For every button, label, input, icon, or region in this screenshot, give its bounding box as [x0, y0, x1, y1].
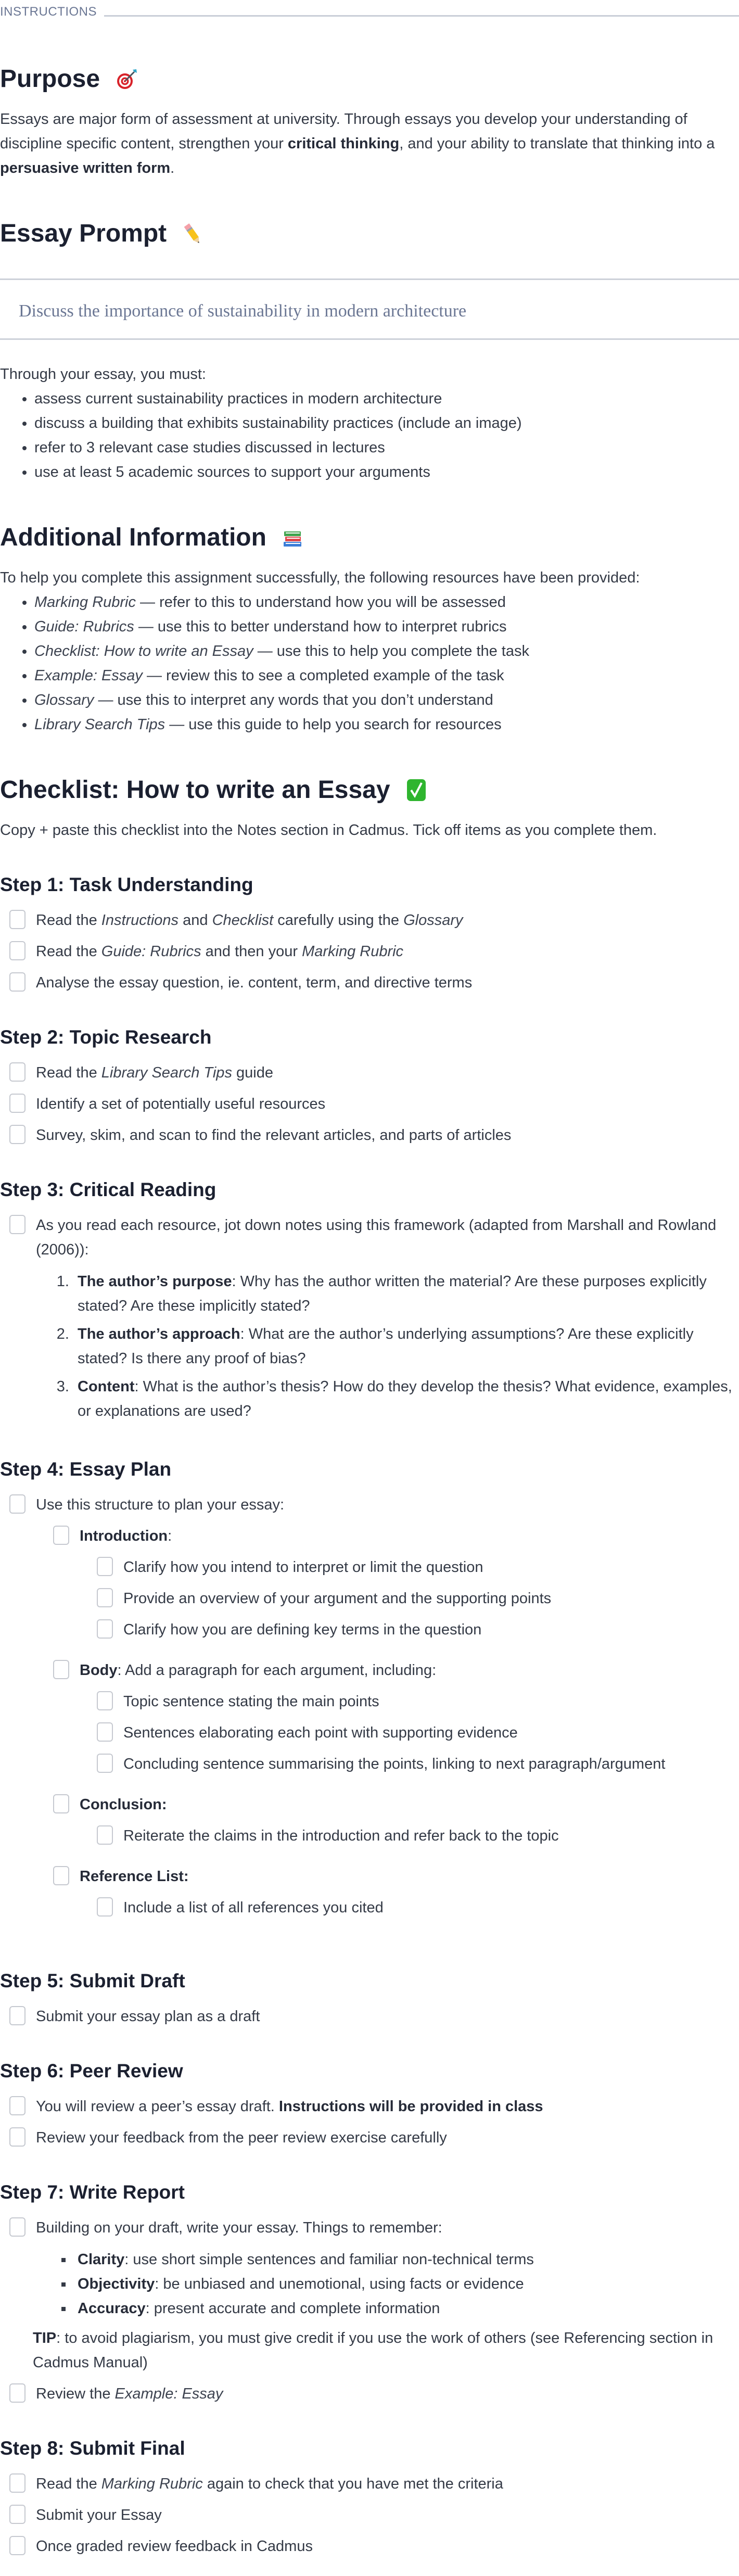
checklist-item-text	[123, 1824, 739, 1848]
section-heading	[0, 218, 739, 249]
checklist-item	[87, 1824, 739, 1848]
bullet-list-item	[34, 615, 739, 639]
text-segment: Through your essay, you must:	[0, 366, 206, 383]
checklist-item-content	[123, 1752, 739, 1776]
section-header	[0, 0, 739, 26]
text-segment: :	[168, 1528, 172, 1544]
bullet-list	[0, 590, 739, 737]
checklist-item	[0, 2004, 739, 2029]
essay-prompt-quote: Discuss the importance of sustainability in modern architecture	[0, 278, 739, 340]
text-segment: — use this to better understand how to interpret rubrics	[134, 618, 507, 635]
bold-text: Introduction	[80, 1528, 168, 1544]
italic-text: Marking Rubric	[34, 594, 136, 611]
nested-checklist	[26, 1524, 739, 1930]
section-heading-text: Purpose	[0, 65, 100, 93]
bullet-list-item	[34, 639, 739, 664]
text-segment: Include a list of all references you cited	[123, 1899, 384, 1916]
text-segment: Sentences elaborating each point with supporting evidence	[123, 1724, 518, 1741]
books-icon	[282, 527, 303, 548]
checklist-item-content	[36, 908, 739, 933]
italic-text: Checklist	[212, 912, 274, 929]
paragraph	[0, 818, 739, 843]
checklist-item-text	[80, 1658, 739, 1683]
checklist-item-content	[123, 1587, 739, 1611]
text-segment: Read the	[36, 2476, 101, 2492]
checkbox[interactable]	[97, 1619, 113, 1639]
paragraph	[0, 566, 739, 590]
bullet-list-item	[34, 688, 739, 713]
checkbox[interactable]	[97, 1557, 113, 1576]
text-segment: : What are the author’s underlying assumptions? Are these explicitly stated? Is there any proof of bias?	[78, 1326, 694, 1367]
checklist-item-text	[36, 1092, 739, 1116]
bold-text: Clarity	[78, 2251, 125, 2268]
text-segment: again to check that you have met the criteria	[202, 2476, 503, 2492]
header-divider	[104, 15, 739, 17]
text-segment: : Add a paragraph for each argument, including:	[117, 1662, 437, 1679]
checklist-item-text	[36, 940, 739, 964]
text-segment: Clarify how you are defining key terms in the question	[123, 1621, 482, 1638]
bullet-list-item	[34, 460, 739, 485]
checkbox[interactable]	[9, 1062, 26, 1082]
text-segment: .	[170, 160, 175, 176]
checkbox[interactable]	[53, 1526, 69, 1545]
checklist-item-text	[36, 908, 739, 933]
checkbox[interactable]	[9, 972, 26, 992]
checklist-item-content	[33, 2216, 739, 2375]
checklist-item-content	[80, 1524, 739, 1652]
text-segment: use at least 5 academic sources to support your arguments	[34, 464, 430, 480]
text-segment: discuss a building that exhibits sustainability practices (include an image)	[34, 415, 522, 432]
checklist-item-content	[123, 1896, 739, 1920]
bullet-list-item	[73, 2272, 739, 2296]
text-segment: — refer to this to understand how you will be assessed	[136, 594, 506, 611]
checklist	[0, 2216, 739, 2406]
text-segment: — use this guide to help you search for resources	[165, 716, 502, 733]
checklist-item-content	[36, 2472, 739, 2496]
checkbox[interactable]	[97, 1588, 113, 1607]
bold-text: Reference List:	[80, 1868, 189, 1885]
checklist-item-text	[36, 2095, 739, 2119]
checklist-item	[0, 1213, 739, 1427]
section-heading-text: Checklist: How to write an Essay	[0, 776, 390, 804]
direct-hit-icon	[116, 68, 138, 91]
tip-note	[33, 2326, 739, 2375]
section-label: INSTRUCTIONS	[0, 5, 97, 19]
italic-text: Guide: Rubrics	[101, 943, 201, 960]
bullet-list-item	[34, 664, 739, 688]
text-segment: Clarify how you intend to interpret or limit the question	[123, 1559, 483, 1576]
checkbox[interactable]	[9, 2505, 26, 2524]
checklist-item	[87, 1752, 739, 1776]
checkbox[interactable]	[9, 1494, 26, 1514]
italic-text: Checklist: How to write an Essay	[34, 643, 253, 659]
checkbox[interactable]	[53, 1660, 69, 1679]
checkbox[interactable]	[9, 941, 26, 960]
checklist-item-content	[123, 1555, 739, 1580]
bullet-list-item	[73, 2248, 739, 2272]
text-segment: and	[179, 912, 212, 929]
text-segment: Topic sentence stating the main points	[123, 1693, 379, 1710]
text-segment: : Why has the author written the material? Are these purposes explicitly stated? Are these implicitly stated?	[78, 1273, 707, 1314]
checkbox[interactable]	[9, 2217, 26, 2237]
checklist	[0, 2472, 739, 2559]
check-mark-button-icon	[406, 778, 427, 802]
checklist-item-text	[36, 1061, 739, 1085]
checklist-item-content	[123, 1690, 739, 1714]
step-heading: Step 2: Topic Research	[0, 1026, 212, 1048]
checkbox[interactable]	[97, 1825, 113, 1845]
text-segment: : be unbiased and unemotional, using facts or evidence	[155, 2276, 524, 2292]
checklist-item	[87, 1690, 739, 1714]
checkbox[interactable]	[53, 1866, 69, 1885]
checklist-item-content	[36, 1061, 739, 1085]
numbered-list-item	[73, 1322, 739, 1371]
text-segment: guide	[232, 1064, 273, 1081]
text-segment: Concluding sentence summarising the points, linking to next paragraph/argument	[123, 1756, 666, 1772]
bold-text: Instructions will be provided in class	[278, 2098, 543, 2115]
step-heading: Step 3: Critical Reading	[0, 1179, 216, 1200]
checklist-item-text	[36, 1123, 739, 1148]
checklist-item-text	[36, 2004, 739, 2029]
text-segment: , and your ability to translate that thinking into a	[399, 135, 715, 152]
checklist-item	[87, 1896, 739, 1920]
checklist-item	[0, 2382, 739, 2406]
text-segment: : present accurate and complete information	[145, 2300, 440, 2317]
bullet-list-item	[34, 713, 739, 737]
checklist-item-content	[36, 1493, 739, 1939]
checklist-item	[0, 1061, 739, 1085]
checkbox[interactable]	[97, 1722, 113, 1742]
step-heading: Step 1: Task Understanding	[0, 874, 253, 895]
italic-text: Example: Essay	[34, 667, 143, 684]
checklist-item-text	[123, 1587, 739, 1611]
checklist-item	[0, 1493, 739, 1939]
checklist-item-text	[123, 1721, 739, 1745]
nested-checklist	[69, 1896, 739, 1920]
paragraph	[0, 362, 739, 387]
checklist-item	[44, 1864, 739, 1930]
checklist-item	[0, 1092, 739, 1116]
nested-checklist	[69, 1824, 739, 1848]
text-segment: Reiterate the claims in the introduction and refer back to the topic	[123, 1828, 559, 1844]
checklist-item-text	[123, 1752, 739, 1776]
checkbox[interactable]	[97, 1897, 113, 1917]
text-segment: refer to 3 relevant case studies discussed in lectures	[34, 439, 385, 456]
text-segment: Read the	[36, 912, 101, 929]
italic-text: Library Search Tips	[101, 1064, 232, 1081]
checklist	[0, 908, 739, 995]
checkbox[interactable]	[9, 2096, 26, 2115]
section-heading-text: Essay Prompt	[0, 220, 167, 247]
bold-text: Body	[80, 1662, 118, 1679]
checklist-item-text	[36, 2126, 739, 2150]
bullet-list-item	[34, 436, 739, 460]
checklist-item	[87, 1721, 739, 1745]
checklist-item-text	[123, 1896, 739, 1920]
checklist	[0, 1061, 739, 1148]
checklist-item-text	[36, 2382, 739, 2406]
checklist-item	[0, 2095, 739, 2119]
checklist-item-content	[36, 2004, 739, 2029]
checkbox[interactable]	[9, 1125, 26, 1144]
checklist-item-content	[123, 1618, 739, 1642]
text-segment: Review the	[36, 2385, 115, 2402]
checklist-item-content	[36, 2095, 739, 2119]
section-heading-text: Additional Information	[0, 524, 266, 551]
checklist	[0, 2004, 739, 2029]
bold-text: The author’s purpose	[78, 1273, 232, 1290]
checklist	[0, 1493, 739, 1939]
checklist-item	[0, 940, 739, 964]
italic-text: Glossary	[403, 912, 463, 929]
bold-text: Objectivity	[78, 2276, 155, 2292]
checklist-item-content	[36, 971, 739, 995]
checklist-item-text	[123, 1618, 739, 1642]
text-segment: : use short simple sentences and familiar non-technical terms	[124, 2251, 534, 2268]
bullet-list-item	[73, 2296, 739, 2321]
checkbox[interactable]	[9, 910, 26, 929]
text-segment: — use this to interpret any words that you don’t understand	[94, 692, 493, 708]
italic-text: Example: Essay	[114, 2385, 223, 2402]
checklist-item-text	[36, 2534, 739, 2559]
checklist-item-content	[36, 940, 739, 964]
checklist-item-content	[80, 1793, 739, 1858]
text-segment: Read the	[36, 1064, 101, 1081]
bullet-list	[36, 2248, 739, 2321]
numbered-list-item	[73, 1375, 739, 1424]
checklist-item	[0, 971, 739, 995]
checkbox[interactable]	[9, 2006, 26, 2025]
checklist-item-text	[123, 1690, 739, 1714]
checklist-item	[44, 1524, 739, 1652]
bold-text: Conclusion:	[80, 1796, 167, 1813]
checklist-item-content	[36, 2382, 739, 2406]
text-segment: — use this to help you complete the task	[253, 643, 529, 659]
pencil-icon	[182, 222, 203, 245]
bold-text: Content	[78, 1378, 135, 1395]
text-segment: Review your feedback from the peer review exercise carefully	[36, 2129, 447, 2146]
checklist-item-content	[80, 1864, 739, 1930]
checklist-item-text	[36, 2503, 739, 2528]
section-heading	[0, 64, 739, 95]
italic-text: Guide: Rubrics	[34, 618, 134, 635]
checkbox[interactable]	[9, 2473, 26, 2493]
text-segment: Identify a set of potentially useful resources	[36, 1096, 326, 1112]
checkbox[interactable]	[9, 2127, 26, 2147]
text-segment: : to avoid plagiarism, you must give credit if you use the work of others (see Referencing section in Cadmus Manual)	[33, 2330, 713, 2371]
text-segment: carefully using the	[273, 912, 404, 929]
text-segment: To help you complete this assignment successfully, the following resources have been provided:	[0, 569, 640, 586]
bullet-list-item	[34, 590, 739, 615]
text-segment: As you read each resource, jot down notes using this framework (adapted from Marshall and Rowland (2006)):	[36, 1217, 717, 1258]
checklist-item	[0, 2216, 739, 2375]
checklist-item	[44, 1793, 739, 1858]
checkbox[interactable]	[97, 1691, 113, 1710]
checklist-item-content	[36, 2503, 739, 2528]
italic-text: Instructions	[101, 912, 179, 929]
checklist-item-content	[36, 2534, 739, 2559]
text-segment: — review this to see a completed example of the task	[142, 667, 504, 684]
checklist-item-text	[36, 2472, 739, 2496]
text-segment: Provide an overview of your argument and the supporting points	[123, 1590, 552, 1607]
checklist-item-text	[80, 1524, 739, 1549]
checklist-item-text	[123, 1555, 739, 1580]
bold-text: critical thinking	[287, 135, 400, 152]
checklist-item	[87, 1618, 739, 1642]
checklist-item-text	[36, 1213, 739, 1262]
text-segment: : What is the author’s thesis? How do they develop the thesis? What evidence, examples, or explanations are used?	[78, 1378, 732, 1419]
text-segment: You will review a peer’s essay draft.	[36, 2098, 279, 2115]
italic-text: Glossary	[34, 692, 94, 708]
text-segment: Submit your essay plan as a draft	[36, 2008, 260, 2025]
checklist-item-text	[80, 1793, 739, 1817]
bold-text: Accuracy	[78, 2300, 146, 2317]
checkbox[interactable]	[97, 1754, 113, 1773]
checklist-item-content	[36, 1213, 739, 1427]
checkbox[interactable]	[9, 2536, 26, 2555]
step-heading: Step 6: Peer Review	[0, 2060, 183, 2082]
checklist	[0, 2095, 739, 2150]
checklist-item-content	[36, 2126, 739, 2150]
section-heading	[0, 522, 739, 553]
text-segment: assess current sustainability practices in modern architecture	[34, 390, 442, 407]
checklist	[0, 1213, 739, 1427]
text-segment: Use this structure to plan your essay:	[36, 1496, 285, 1513]
text-segment: Read the	[36, 943, 101, 960]
bullet-list-item	[34, 387, 739, 411]
step-heading: Step 5: Submit Draft	[0, 1970, 185, 1991]
checklist-item-content	[36, 1092, 739, 1116]
checklist-item-text	[36, 2216, 739, 2240]
checklist-item-text	[80, 1864, 739, 1889]
checklist-item-text	[36, 971, 739, 995]
checkbox[interactable]	[9, 1094, 26, 1113]
checklist-item	[0, 2126, 739, 2150]
text-segment: Survey, skim, and scan to find the relevant articles, and parts of articles	[36, 1127, 512, 1144]
paragraph	[0, 107, 739, 181]
italic-text: Marking Rubric	[302, 943, 404, 960]
text-segment: Analyse the essay question, ie. content, term, and directive terms	[36, 974, 473, 991]
checkbox[interactable]	[53, 1794, 69, 1813]
text-segment: Building on your draft, write your essay. Things to remember:	[36, 2219, 442, 2236]
checklist-item	[0, 1123, 739, 1148]
bullet-list	[0, 387, 739, 485]
checklist-item	[44, 1658, 739, 1786]
numbered-list-item	[73, 1270, 739, 1318]
checkbox[interactable]	[9, 2383, 26, 2403]
checklist-item-content	[36, 1123, 739, 1148]
checklist-item-text	[36, 1493, 739, 1517]
checklist-item-content	[80, 1658, 739, 1786]
section-heading	[0, 775, 739, 806]
bold-text: persuasive written form	[0, 160, 171, 176]
checklist-item	[0, 2503, 739, 2528]
numbered-list	[36, 1270, 739, 1424]
instructions-content	[0, 64, 739, 2559]
checklist-item	[0, 2534, 739, 2559]
nested-checklist	[69, 1690, 739, 1776]
checklist-item	[87, 1587, 739, 1611]
step-heading: Step 4: Essay Plan	[0, 1458, 172, 1480]
italic-text: Library Search Tips	[34, 716, 165, 733]
text-segment: Once graded review feedback in Cadmus	[36, 2538, 313, 2555]
text-segment: Essays are major form of assessment at university. Through essays you develop your understanding of discipline specific content, strengthen your	[0, 111, 687, 152]
italic-text: Marking Rubric	[101, 2476, 203, 2492]
checkbox[interactable]	[9, 1215, 26, 1234]
step-heading: Step 7: Write Report	[0, 2181, 185, 2203]
text-segment: and then your	[201, 943, 302, 960]
nested-checklist	[69, 1555, 739, 1642]
text-segment: Copy + paste this checklist into the Notes section in Cadmus. Tick off items as you complete them.	[0, 822, 657, 839]
bullet-list-item	[34, 411, 739, 436]
checklist-item-content	[123, 1824, 739, 1848]
text-segment: Submit your Essay	[36, 2507, 162, 2523]
bold-text: The author’s approach	[78, 1326, 240, 1342]
step-heading: Step 8: Submit Final	[0, 2438, 185, 2459]
bold-text: TIP	[33, 2330, 57, 2346]
checklist-item	[0, 2472, 739, 2496]
checklist-item	[87, 1555, 739, 1580]
checklist-item-content	[123, 1721, 739, 1745]
checklist-item	[0, 908, 739, 933]
